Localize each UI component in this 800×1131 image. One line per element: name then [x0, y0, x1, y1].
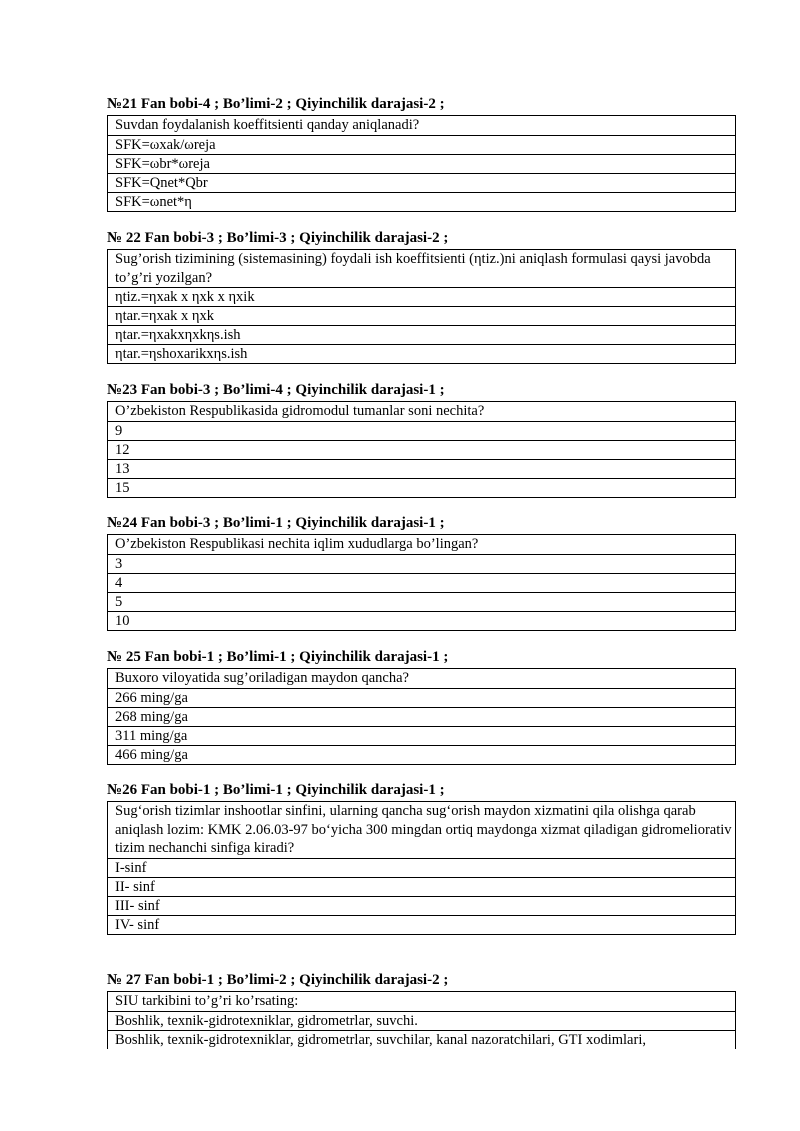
answer-option: ηtiz.=ηxak x ηxk x ηxik	[108, 288, 736, 307]
answer-option: 466 ming/ga	[108, 745, 736, 764]
question-heading: №21 Fan bobi-4 ; Bo’limi-2 ; Qiyinchilik darajasi-2 ;	[107, 96, 445, 112]
question-table	[107, 401, 736, 498]
answer-option: II- sinf	[108, 877, 736, 896]
answer-option: 15	[108, 478, 736, 497]
question-table	[107, 668, 736, 765]
answer-option: 13	[108, 459, 736, 478]
answer-option: SFK=ωbr*ωreja	[108, 154, 736, 173]
answer-option: 266 ming/ga	[108, 688, 736, 707]
answer-option: IV- sinf	[108, 915, 736, 934]
question-heading: №23 Fan bobi-3 ; Bo’limi-4 ; Qiyinchilik darajasi-1 ;	[107, 382, 445, 398]
question-text: Sug’orish tizimining (sistemasining) foydali ish koeffitsienti (ηtiz.)ni aniqlash formulasi qaysi javobda to’g’ri yozilgan?	[108, 250, 736, 288]
answer-option: Boshlik, texnik-gidrotexniklar, gidrometrlar, suvchilar, kanal nazoratchilari, GTI xodimlari,	[108, 1030, 736, 1049]
answer-option: ηtar.=ηshoxarikxηs.ish	[108, 345, 736, 364]
answer-option: ηtar.=ηxakxηxkηs.ish	[108, 326, 736, 345]
answer-option: 5	[108, 592, 736, 611]
question-block-21	[107, 95, 736, 212]
question-text: SIU tarkibini to’g’ri ko’rsating:	[108, 992, 736, 1012]
answer-option: SFK=Qnet*Qbr	[108, 173, 736, 192]
question-table	[107, 249, 736, 364]
question-heading: № 27 Fan bobi-1 ; Bo’limi-2 ; Qiyinchilik darajasi-2 ;	[107, 972, 449, 988]
answer-option: 3	[108, 554, 736, 573]
answer-option: 9	[108, 421, 736, 440]
question-block-23	[107, 381, 736, 498]
answer-option: ηtar.=ηxak x ηxk	[108, 307, 736, 326]
question-heading: №26 Fan bobi-1 ; Bo’limi-1 ; Qiyinchilik darajasi-1 ;	[107, 782, 445, 798]
answer-option: I-sinf	[108, 858, 736, 877]
question-table	[107, 534, 736, 631]
question-block-24	[107, 514, 736, 631]
question-heading: № 25 Fan bobi-1 ; Bo’limi-1 ; Qiyinchilik darajasi-1 ;	[107, 649, 449, 665]
answer-option: 4	[108, 573, 736, 592]
answer-option: SFK=ωnet*η	[108, 192, 736, 211]
question-block-22	[107, 229, 736, 364]
question-text: Suvdan foydalanish koeffitsienti qanday aniqlanadi?	[108, 116, 736, 136]
answer-option: 268 ming/ga	[108, 707, 736, 726]
question-table	[107, 801, 736, 935]
question-heading: №24 Fan bobi-3 ; Bo’limi-1 ; Qiyinchilik darajasi-1 ;	[107, 515, 445, 531]
question-block-27	[107, 971, 736, 1049]
question-text: O’zbekiston Respublikasida gidromodul tumanlar soni nechita?	[108, 402, 736, 422]
question-table	[107, 991, 736, 1049]
question-text: O’zbekiston Respublikasi nechita iqlim xududlarga bo’lingan?	[108, 535, 736, 555]
question-table	[107, 115, 736, 212]
answer-option: Boshlik, texnik-gidrotexniklar, gidrometrlar, suvchi.	[108, 1011, 736, 1030]
question-heading: № 22 Fan bobi-3 ; Bo’limi-3 ; Qiyinchilik darajasi-2 ;	[107, 230, 449, 246]
question-block-25	[107, 648, 736, 765]
answer-option: 311 ming/ga	[108, 726, 736, 745]
question-text: Sug‘orish tizimlar inshootlar sinfini, ularning qancha sug‘orish maydon xizmatini qila olishga qarab aniqlash lozim: KMK 2.06.03-97 bo‘yicha 300 mingdan ortiq maydonga xizmat qiladigan gidromeliorativ tizim nechanchi sinfiga kiradi?	[108, 802, 736, 859]
answer-option: III- sinf	[108, 896, 736, 915]
answer-option: 12	[108, 440, 736, 459]
question-block-26	[107, 781, 736, 935]
answer-option: 10	[108, 611, 736, 630]
answer-option: SFK=ωxak/ωreja	[108, 135, 736, 154]
question-text: Buxoro viloyatida sug’oriladigan maydon qancha?	[108, 669, 736, 689]
